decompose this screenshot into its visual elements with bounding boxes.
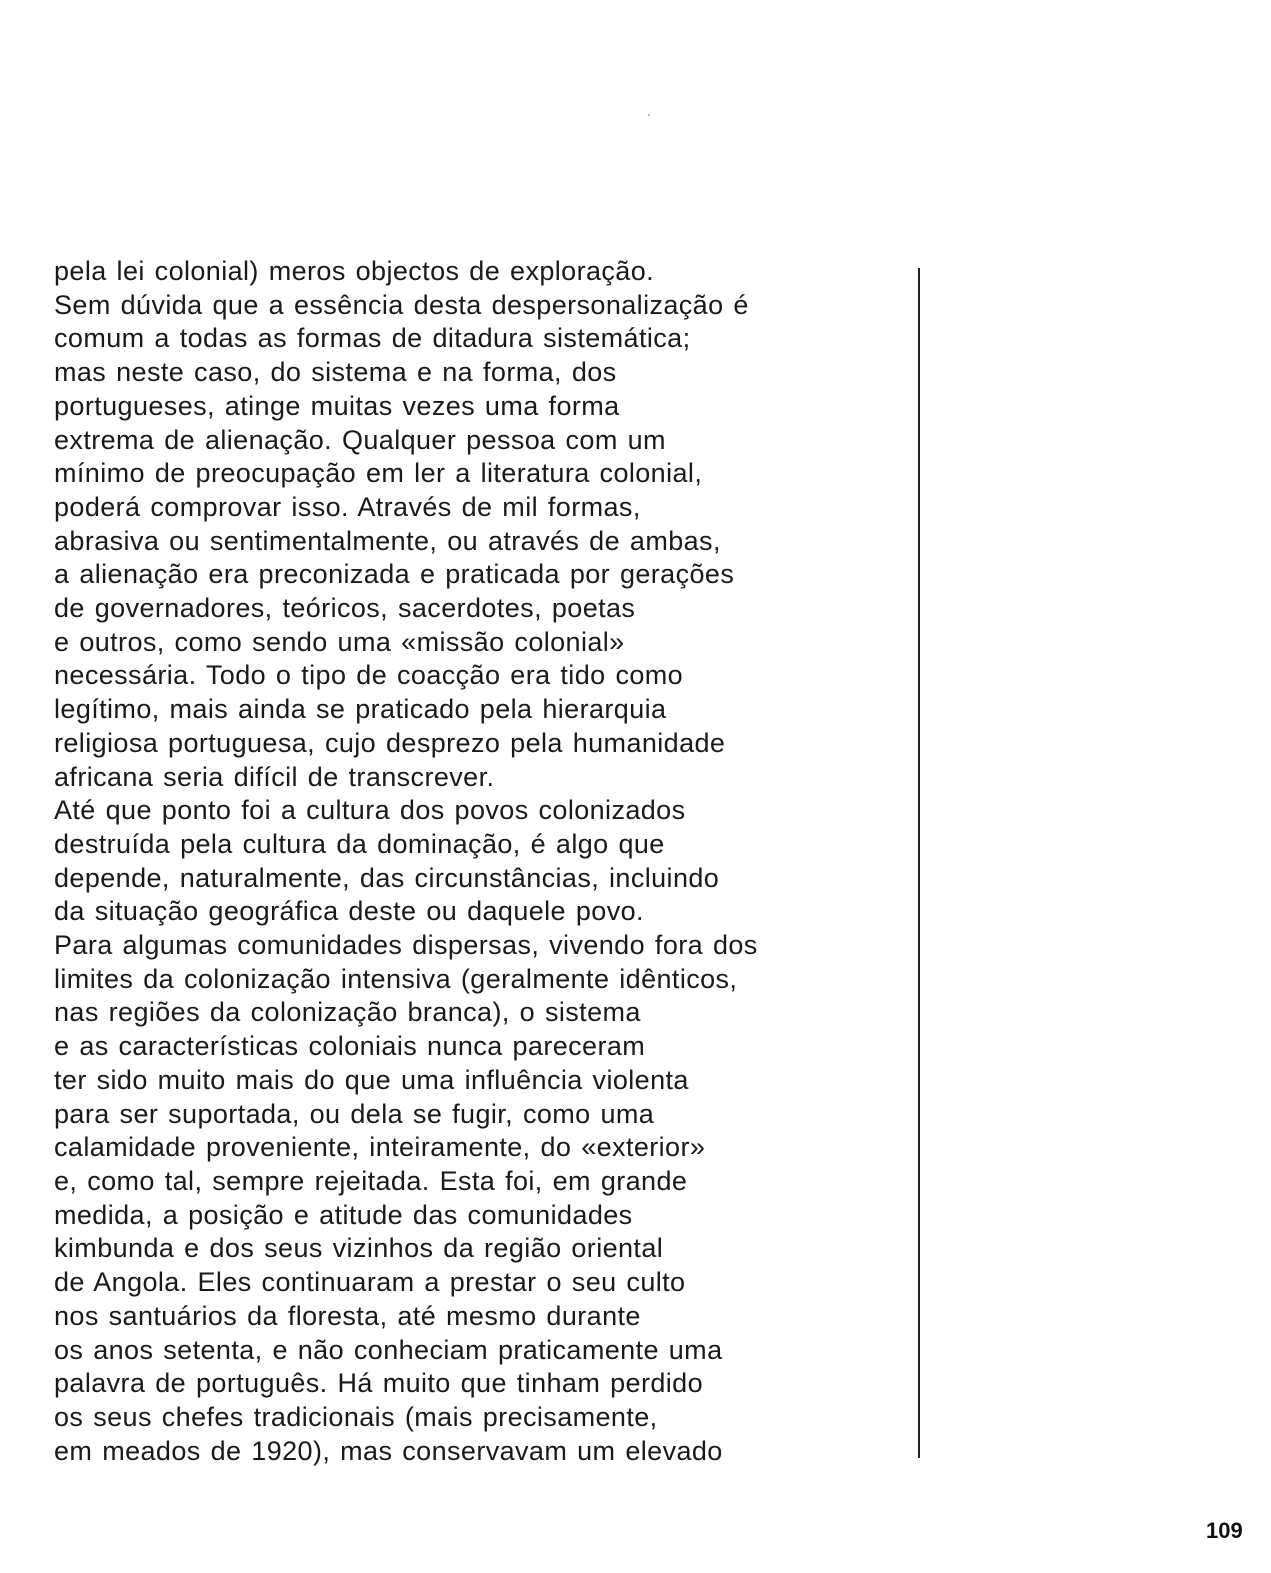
text-line: Até que ponto foi a cultura dos povos colonizados	[54, 795, 686, 826]
text-line: destruída pela cultura da dominação, é algo que	[54, 828, 665, 859]
text-line: palavra de português. Há muito que tinham perdido	[54, 1368, 703, 1399]
margin-rule	[918, 268, 920, 1458]
text-line: e as características coloniais nunca pareceram	[54, 1031, 646, 1062]
text-line: limites da colonização intensiva (geralmente idênticos,	[54, 963, 738, 994]
text-line: e, como tal, sempre rejeitada. Esta foi, em grande	[54, 1165, 688, 1196]
text-line: depende, naturalmente, das circunstâncias, incluindo	[54, 862, 720, 893]
text-line: Para algumas comunidades dispersas, vivendo fora dos	[54, 930, 758, 961]
text-line: legítimo, mais ainda se praticado pela hierarquia	[54, 694, 667, 725]
text-line: da situação geográfica deste ou daquele povo.	[54, 896, 644, 927]
text-line: mas neste caso, do sistema e na forma, dos	[54, 357, 617, 388]
text-line: comum a todas as formas de ditadura sistemática;	[54, 323, 691, 354]
text-line: medida, a posição e atitude das comunidades	[54, 1199, 633, 1230]
text-line: e outros, como sendo uma «missão colonial»	[54, 626, 625, 657]
text-line: de governadores, teóricos, sacerdotes, poetas	[54, 593, 636, 624]
text-line: a alienação era preconizada e praticada por gerações	[54, 559, 735, 590]
text-line: os anos setenta, e não conheciam praticamente uma	[54, 1334, 723, 1365]
text-line: portugueses, atinge muitas vezes uma forma	[54, 390, 620, 421]
text-line: de Angola. Eles continuaram a prestar o seu culto	[54, 1267, 686, 1298]
text-line: ter sido muito mais do que uma influência violenta	[54, 1064, 689, 1095]
text-line: os seus chefes tradicionais (mais precisamente,	[54, 1401, 658, 1432]
text-line: necessária. Todo o tipo de coacção era tido como	[54, 660, 684, 691]
text-line: poderá comprovar isso. Através de mil formas,	[54, 491, 641, 522]
text-line: em meados de 1920), mas conservavam um elevado	[54, 1435, 723, 1466]
text-line: nos santuários da floresta, até mesmo durante	[54, 1300, 641, 1331]
text-line: pela lei colonial) meros objectos de exploração.	[54, 256, 655, 286]
text-line: Sem dúvida que a essência desta despersonalização é	[54, 289, 749, 320]
text-line: para ser suportada, ou dela se fugir, como uma	[54, 1098, 655, 1129]
text-line: nas regiões da colonização branca), o sistema	[54, 997, 641, 1028]
page-number: 109	[1206, 1518, 1243, 1543]
text-line: kimbunda e dos seus vizinhos da região oriental	[54, 1233, 664, 1264]
scan-speck	[648, 114, 650, 116]
text-line: calamidade proveniente, inteiramente, do «exterior»	[54, 1132, 706, 1163]
text-line: extrema de alienação. Qualquer pessoa com um	[54, 424, 666, 455]
text-line: religiosa portuguesa, cujo desprezo pela humanidade	[54, 727, 726, 758]
text-line: abrasiva ou sentimentalmente, ou através de ambas,	[54, 525, 721, 556]
text-line: africana seria difícil de transcrever.	[54, 761, 495, 792]
body-text	[54, 255, 914, 1468]
text-line: mínimo de preocupação em ler a literatura colonial,	[54, 458, 703, 489]
